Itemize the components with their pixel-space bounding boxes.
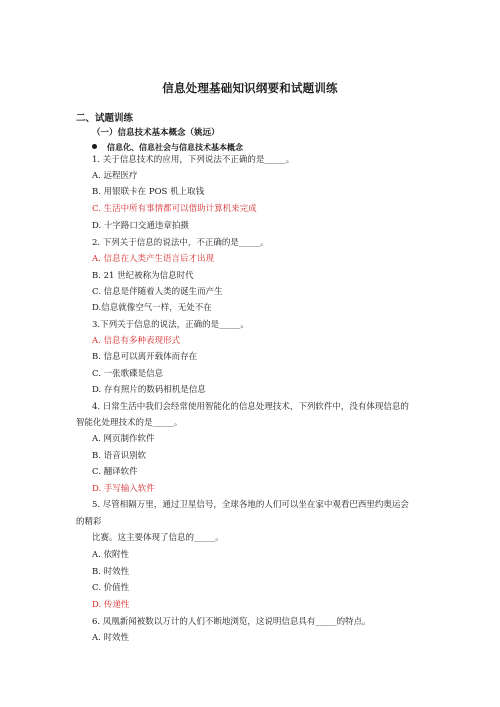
question-line: B. 用银联卡在 POS 机上取钱 xyxy=(92,187,205,197)
question-line: D. 十字路口交通违章拍摄 xyxy=(92,221,189,231)
question-line: 5. 尽管相隔万里，通过卫星信号，全球各地的人们可以坐在家中观看巴西里约奥运会 xyxy=(92,500,409,510)
question-line: A. 时效性 xyxy=(92,633,130,643)
question-line: A. 远程医疗 xyxy=(92,171,138,181)
question-line: D. 手写输入软件 xyxy=(92,484,155,494)
question-line: 3.下列关于信息的说法，正确的是_____。 xyxy=(92,320,249,330)
question-line: 4. 日常生活中我们会经常使用智能化的信息处理技术，下列软件中，没有体现信息的 xyxy=(92,402,409,412)
subsection-heading: （一）信息技术基本概念（姚远） xyxy=(92,128,220,138)
document-title: 信息处理基础知识纲要和试题训练 xyxy=(162,81,338,95)
question-line: D.信息就像空气一样，无处不在 xyxy=(92,303,212,313)
question-line: B. 语音识别软 xyxy=(92,451,147,461)
question-line: 智能化处理技术的是_____。 xyxy=(76,418,183,428)
question-line: A. 依附性 xyxy=(92,550,130,560)
question-line: 1. 关于信息技术的应用，下列说法不正确的是_____。 xyxy=(92,155,295,165)
section-heading: 二、试题训练 xyxy=(76,113,134,124)
question-line: D. 传递性 xyxy=(92,600,130,610)
question-line: A. 信息在人类产生语言后才出现 xyxy=(92,254,215,264)
question-line: C. 价值性 xyxy=(92,583,130,593)
question-line: 6. 凤凰新闻被数以万计的人们不断地浏览，这说明信息具有_____的特点。 xyxy=(92,617,371,627)
question-line: 比赛。这主要体现了信息的_____。 xyxy=(92,533,224,543)
question-line: B. 信息可以离开载体而存在 xyxy=(92,352,198,362)
bullet-heading-text: 信息化、信息社会与信息技术基本概念 xyxy=(107,143,243,152)
question-line: C. 翻译软件 xyxy=(92,467,138,477)
question-line: A. 信息有多种表现形式 xyxy=(92,336,181,346)
question-line: B. 时效性 xyxy=(92,567,130,577)
question-line: C. 一张歌碟是信息 xyxy=(92,369,164,379)
question-line: D. 存有照片的数码相机是信息 xyxy=(92,385,206,395)
question-line: 2. 下列关于信息的说法中，不正确的是_____。 xyxy=(92,238,269,248)
question-line: A. 网页制作软件 xyxy=(92,434,155,444)
question-line: C. 生活中所有事情都可以借助计算机来完成 xyxy=(92,204,257,214)
bullet-heading xyxy=(92,142,243,153)
question-line: 的精彩 xyxy=(76,517,102,527)
question-line: B. 21 世纪被称为信息时代 xyxy=(92,271,194,281)
question-line: C. 信息是伴随着人类的诞生而产生 xyxy=(92,287,223,297)
bullet-dot-icon xyxy=(92,144,97,149)
